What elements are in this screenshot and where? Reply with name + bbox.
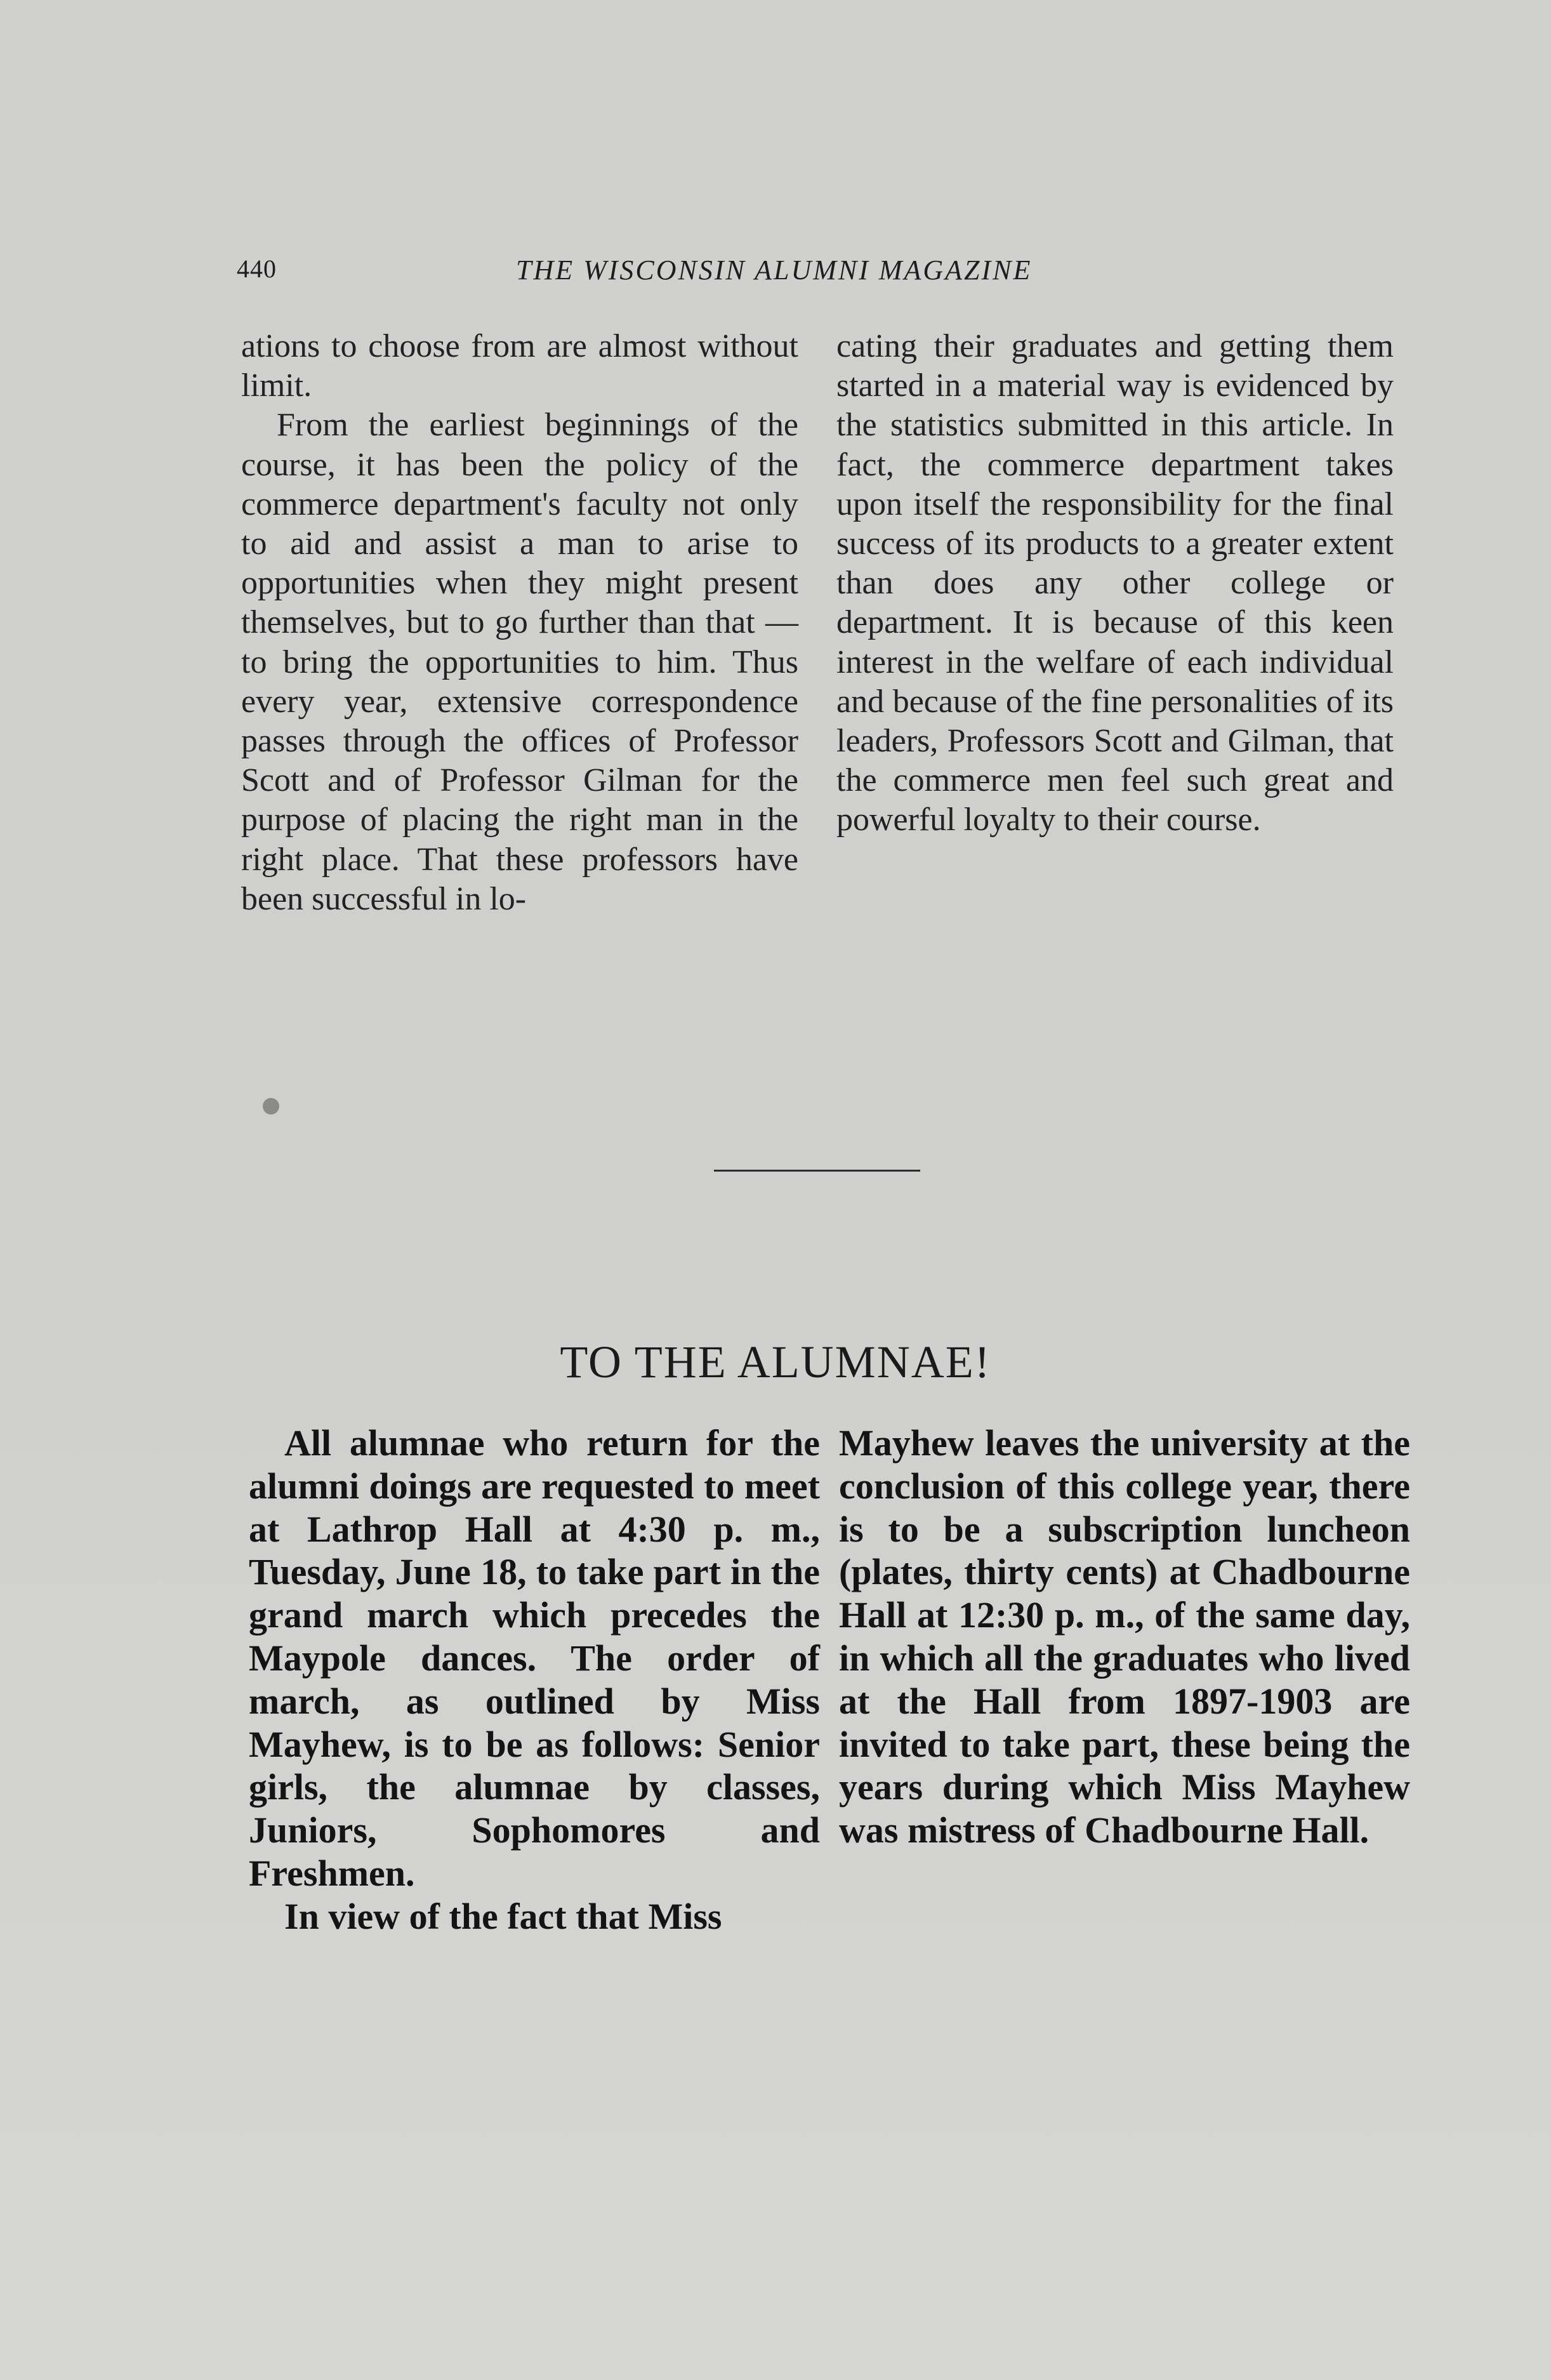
alumnae-left-column (249, 1422, 820, 1938)
alumnae-right-column (839, 1422, 1410, 1852)
alumnae-headline: TO THE ALUMNAE! (560, 1337, 991, 1387)
paragraph: Mayhew leaves the university at the conclusion of this college year, there is to be a subscription luncheon (plates, thirty cents) at Chadbourne Hall at 12:30 p. m., of the same day, in which all the graduates who lived at the Hall from 1897-1903 are invited to take part, these being the years during which Miss Mayhew was mistress of Chadbourne Hall. (839, 1422, 1410, 1851)
commerce-right-column (836, 327, 1394, 840)
paragraph: All alumnae who return for the alumni doings are requested to meet at Lathrop Hall at 4:30 p. m., Tuesday, June 18, to take part in the grand march which precedes the Maypole dances. The order of march, as outlined by Miss Mayhew, is to be as follows: Senior girls, the alumnae by classes, Juniors, Sophomores and Freshmen. (249, 1422, 820, 1894)
page-number: 440 (237, 255, 277, 283)
paragraph: From the earliest beginnings of the course, it has been the policy of the commerce department's faculty not only to aid and assist a man to arise to opportunities when they might present themselves, but to go further than that —to bring the opportunities to him. Thus every year, extensive correspondence passes through the offices of Professor Scott and of Professor Gilman for the purpose of placing the right man in the right place. That these professors have been successful in lo- (241, 407, 798, 917)
commerce-left-column (241, 327, 798, 919)
paragraph: ations to choose from are almost without limit. (241, 328, 798, 404)
section-divider (714, 1170, 920, 1172)
page-header (237, 254, 1379, 292)
running-title: THE WISCONSIN ALUMNI MAGAZINE (516, 255, 1033, 286)
paragraph: In view of the fact that Miss (284, 1895, 722, 1937)
paragraph: cating their graduates and getting them started in a material way is evidenced by the statistics submitted in this article. In fact, the commerce department takes upon itself the responsibility for the final success of its products to a greater extent than does any other college or department. It is because of this keen interest in the welfare of each individual and because of the fine personalities of its leaders, Professors Scott and Gilman, that the commerce men feel such great and powerful loyalty to their course. (836, 328, 1394, 838)
ink-spot (263, 1098, 279, 1114)
